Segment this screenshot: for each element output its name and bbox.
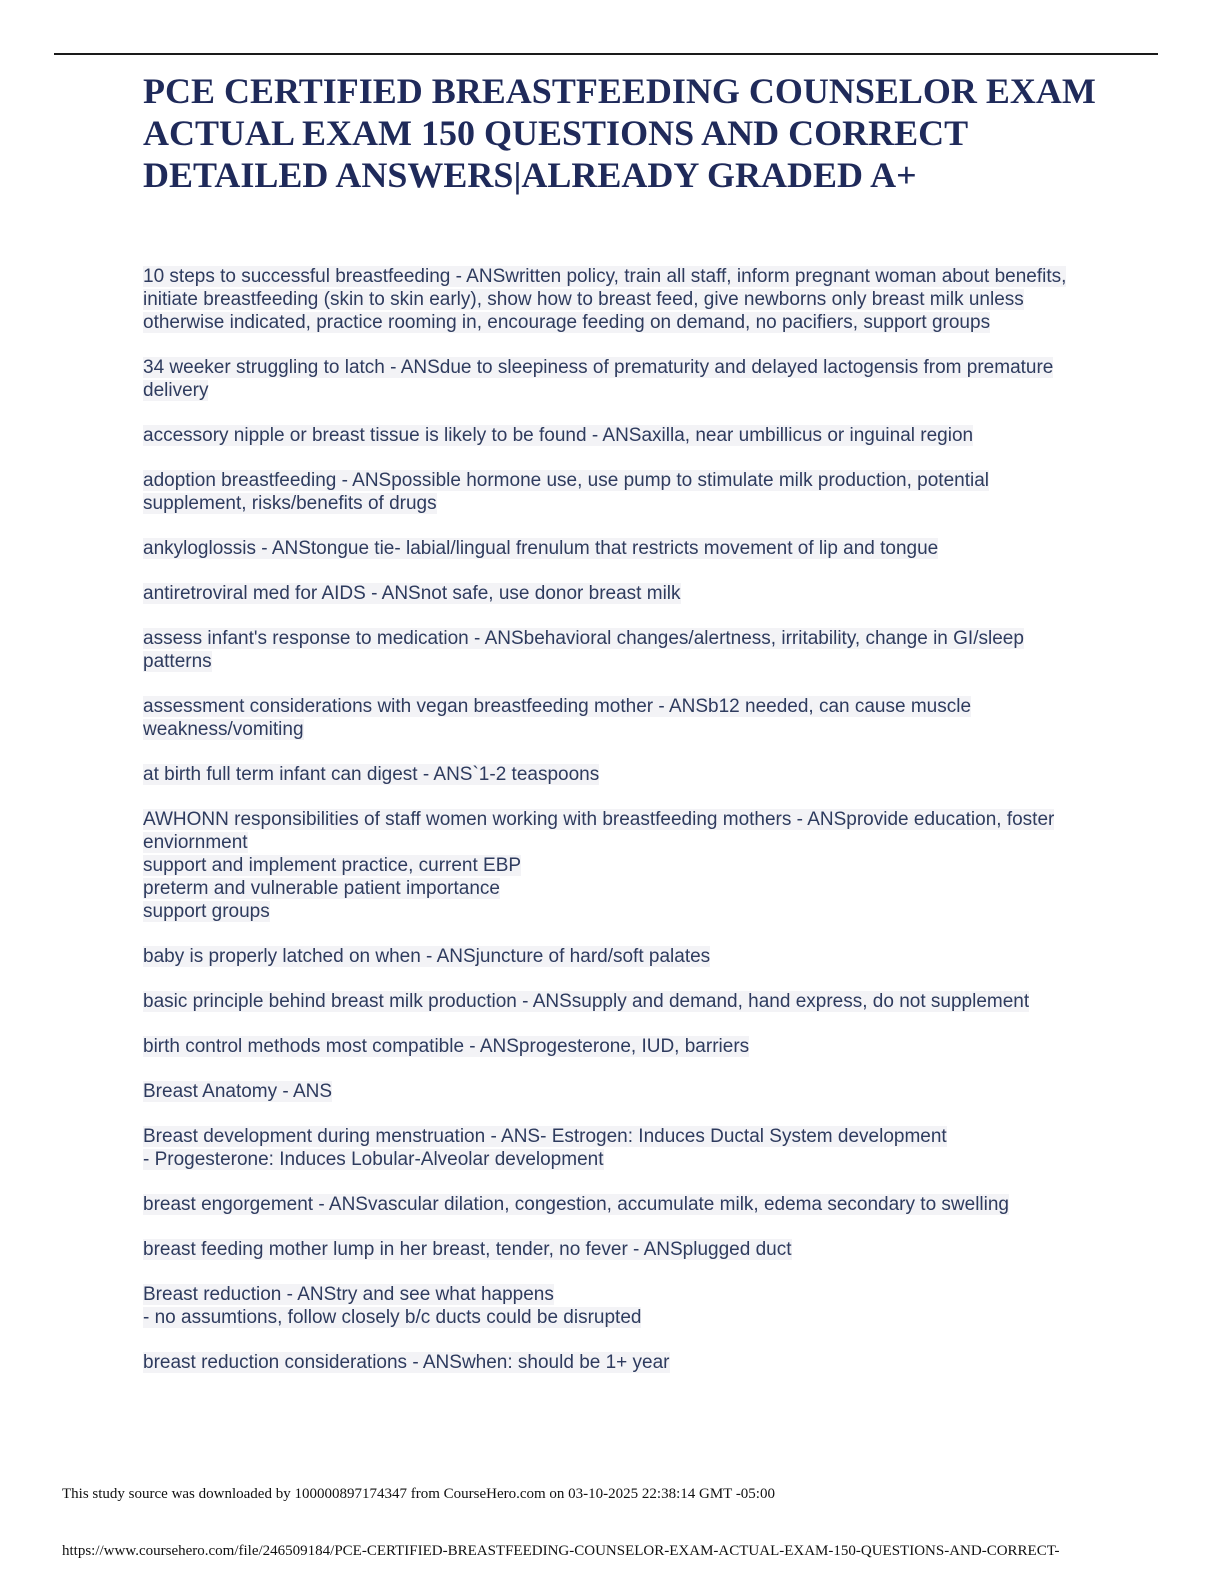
qa-item [143, 695, 1083, 741]
qa-item-text: 34 weeker struggling to latch - ANSdue to sleepiness of prematurity and delayed lactogensis from premature delivery [143, 357, 1054, 401]
header-divider [54, 53, 1158, 55]
qa-item-text: Breast reduction - ANStry and see what happens [143, 1284, 554, 1305]
qa-item-line [143, 854, 1083, 877]
qa-item-text: baby is properly latched on when - ANSjuncture of hard/soft palates [143, 946, 711, 967]
qa-item [143, 1238, 1083, 1261]
qa-item-line [143, 808, 1083, 854]
qa-item-line [143, 1283, 1083, 1306]
footer-source-notice: This study source was downloaded by 100000897174347 from CourseHero.com on 03-10-2025 22:38:14 GMT -05:00 [62, 1486, 775, 1502]
qa-item-text: support and implement practice, current EBP [143, 855, 522, 876]
qa-item [143, 1351, 1083, 1374]
qa-item-line [143, 1148, 1083, 1171]
qa-item [143, 1035, 1083, 1058]
qa-item [143, 627, 1083, 673]
qa-item [143, 537, 1083, 560]
qa-item-line [143, 877, 1083, 900]
qa-item-text: breast engorgement - ANSvascular dilation, congestion, accumulate milk, edema secondary to swelling [143, 1194, 1010, 1215]
document-title: PCE CERTIFIED BREASTFEEDING COUNSELOR EXAM ACTUAL EXAM 150 QUESTIONS AND CORRECT DETAILED ANSWERS|ALREADY GRADED A+ [143, 71, 1096, 195]
qa-item-text: Breast Anatomy - ANS [143, 1081, 333, 1102]
qa-item-text: at birth full term infant can digest - ANS`1-2 teaspoons [143, 764, 600, 785]
qa-item-line [143, 763, 1083, 786]
qa-item-text: Breast development during menstruation - ANS- Estrogen: Induces Ductal System development [143, 1126, 947, 1147]
qa-item [143, 265, 1083, 334]
qa-item-line [143, 1193, 1083, 1216]
qa-item-line [143, 695, 1083, 741]
qa-item-line [143, 424, 1083, 447]
qa-item-text: basic principle behind breast milk production - ANSsupply and demand, hand express, do not supplement [143, 991, 1030, 1012]
qa-item-line [143, 1306, 1083, 1329]
qa-item [143, 763, 1083, 786]
qa-item-text: antiretroviral med for AIDS - ANSnot safe, use donor breast milk [143, 583, 681, 604]
qa-item-line [143, 469, 1083, 515]
qa-item-text: breast feeding mother lump in her breast, tender, no fever - ANSplugged duct [143, 1239, 792, 1260]
qa-item [143, 469, 1083, 515]
qa-item-text: - no assumtions, follow closely b/c ducts could be disrupted [143, 1307, 642, 1328]
qa-item [143, 990, 1083, 1013]
qa-item-text: assess infant's response to medication - ANSbehavioral changes/alertness, irritability, change in GI/sleep patterns [143, 628, 1024, 672]
qa-item [143, 1193, 1083, 1216]
qa-item [143, 1283, 1083, 1329]
qa-item-line [143, 1351, 1083, 1374]
qa-item-text: preterm and vulnerable patient importance [143, 878, 500, 899]
qa-item-line [143, 1125, 1083, 1148]
qa-item-text: assessment considerations with vegan breastfeeding mother - ANSb12 needed, can cause muscle weakness/vomiting [143, 696, 972, 740]
question-answer-list [143, 265, 1083, 1396]
qa-item-line [143, 627, 1083, 673]
qa-item-text: adoption breastfeeding - ANSpossible hormone use, use pump to stimulate milk production, potential supplement, risks/benefits of drugs [143, 470, 989, 514]
qa-item-line [143, 265, 1083, 334]
qa-item-text: birth control methods most compatible - ANSprogesterone, IUD, barriers [143, 1036, 750, 1057]
qa-item-text: support groups [143, 901, 270, 922]
qa-item-text: ankyloglossis - ANStongue tie- labial/lingual frenulum that restricts movement of lip and tongue [143, 538, 939, 559]
qa-item-text: accessory nipple or breast tissue is likely to be found - ANSaxilla, near umbillicus or inguinal region [143, 425, 974, 446]
qa-item-line [143, 900, 1083, 923]
qa-item-line [143, 537, 1083, 560]
qa-item-line [143, 1035, 1083, 1058]
qa-item-line [143, 945, 1083, 968]
qa-item [143, 582, 1083, 605]
footer-url[interactable]: https://www.coursehero.com/file/246509184/PCE-CERTIFIED-BREASTFEEDING-COUNSELOR-EXAM-ACTUAL-EXAM-150-QUESTIONS-AND-CORRECT- [62, 1543, 1060, 1559]
qa-item [143, 808, 1083, 923]
qa-item-text: - Progesterone: Induces Lobular-Alveolar development [143, 1149, 604, 1170]
qa-item-line [143, 582, 1083, 605]
qa-item [143, 945, 1083, 968]
qa-item-text: 10 steps to successful breastfeeding - ANSwritten policy, train all staff, inform pregnant woman about benefits, initiate breastfeeding (skin to skin early), show how to breast feed, give newborns only breast milk unless otherwise indicated, practice rooming in, encourage feeding on demand, no pacifiers, support groups [143, 266, 1067, 333]
qa-item [143, 1080, 1083, 1103]
qa-item-line [143, 1238, 1083, 1261]
qa-item-line [143, 356, 1083, 402]
qa-item [143, 1125, 1083, 1171]
qa-item-line [143, 1080, 1083, 1103]
qa-item-line [143, 990, 1083, 1013]
qa-item-text: AWHONN responsibilities of staff women working with breastfeeding mothers - ANSprovide education, foster enviornment [143, 809, 1055, 853]
qa-item [143, 424, 1083, 447]
qa-item-text: breast reduction considerations - ANSwhen: should be 1+ year [143, 1352, 670, 1373]
qa-item [143, 356, 1083, 402]
